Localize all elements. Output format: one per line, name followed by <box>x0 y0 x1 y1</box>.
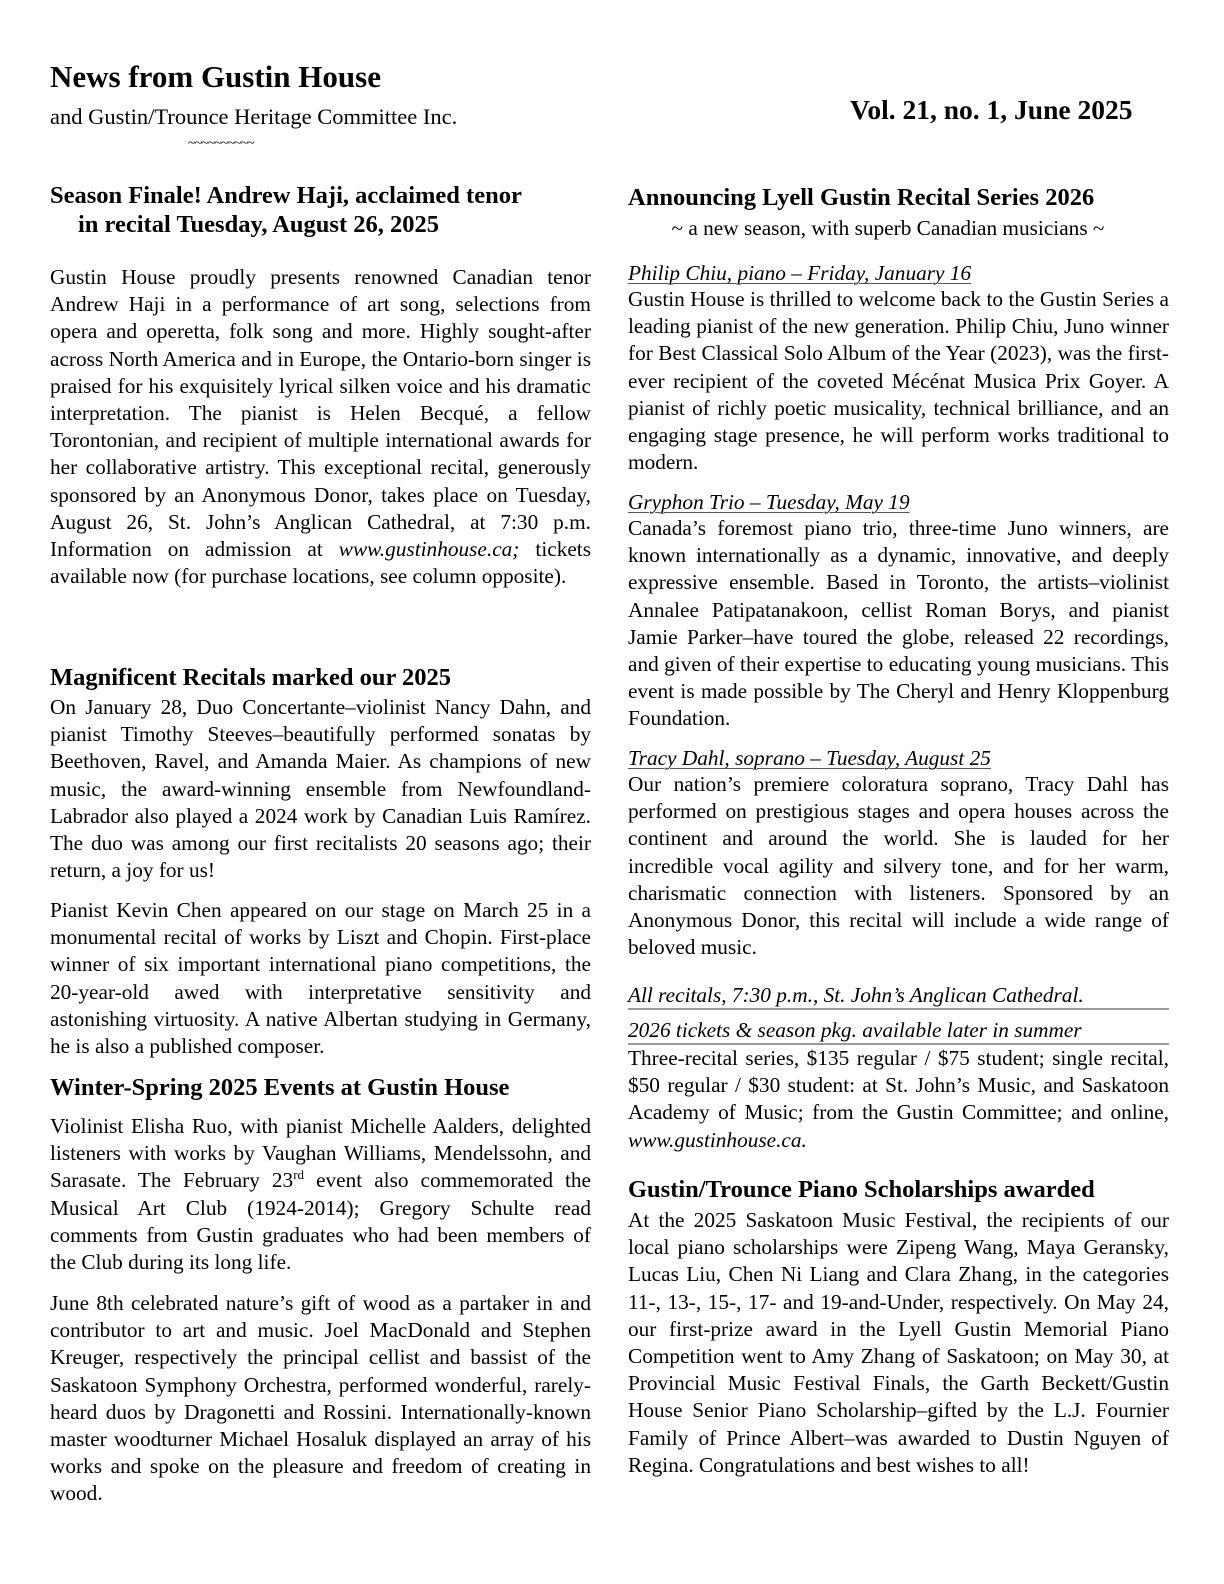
scholarships-heading: Gustin/Trounce Piano Scholarships awarded <box>628 1176 1095 1203</box>
event-title: Gryphon Trio – Tuesday, May 19 <box>628 490 910 514</box>
event-title: Philip Chiu, piano – Friday, January 16 <box>628 261 972 285</box>
venue-note <box>628 982 1169 1010</box>
winter-spring-heading: Winter-Spring 2025 Events at Gustin House <box>50 1074 510 1101</box>
event-philip-chiu <box>628 260 1169 476</box>
heading-line: in recital Tuesday, August 26, 2025 <box>78 210 440 238</box>
ordinal-suffix: rd <box>293 1167 305 1183</box>
kevin-chen-paragraph: Pianist Kevin Chen appeared on our stage on March 25 in a monumental recital of works by Liszt and Chopin. First-place winner of six important international piano competitions, the 20-year-old awed with interpretative sensitivity and astonishing virtuosity. A native Albertan studying in Germany, he is also a published composer. <box>50 898 591 1059</box>
magnificent-recitals-paragraph: On January 28, Duo Concertante–violinist Nancy Dahn, and pianist Timothy Steeves–beautifully performed sonatas by Beethoven, Ravel, and Amanda Maier. As champions of new music, the award-winning ensemble from Newfoundland-Labrador also played a 2024 work by Canadian Luis Ramírez. The duo was among our first recitalists 20 seasons ago; their return, a joy for us! <box>50 695 591 883</box>
event-description: Gustin House is thrilled to welcome back to the Gustin Series a leading pianist of the new generation. Philip Chiu, Juno winner for Best Classical Solo Album of the Year (2023), was the first-ever recipient of the coveted Mécénat Musica Prix Goyer. A pianist of richly poetic musicality, technical brilliance, and an engaging stage presence, he will perform works traditional to modern. <box>628 287 1169 475</box>
winter-spring-paragraph <box>50 1113 591 1276</box>
body-text: Three-recital series, $135 regular / $75 student; single recital, $50 regular / $30 student: at St. John’s Music, and Saskatoon Academy of Music; from the Gustin Committee; and online, <box>628 1046 1169 1125</box>
event-description: Our nation’s premiere coloratura soprano, Tracy Dahl has performed on prestigious stages and opera houses across the continent and around the world. She is lauded for her incredible vocal agility and silvery tone, and for her warm, charismatic connection with listeners. Sponsored by an Anonymous Donor, this recital will include a wide range of beloved music. <box>628 772 1169 960</box>
wood-event-paragraph: June 8th celebrated nature’s gift of wood as a partaker in and contributor to art and music. Joel MacDonald and Stephen Kreuger, respectively the principal cellist and bassist of the Saskatoon Symphony Orchestra, performed wonderful, rarely-heard duos by Dragonetti and Rossini. Internationally-known master woodturner Michael Hosaluk displayed an array of his works and spoke on the pleasure and freedom of creating in wood. <box>50 1291 591 1506</box>
heading-line: Season Finale! Andrew Haji, acclaimed tenor <box>50 182 522 209</box>
body-text: Violinist Elisha Ruo, with pianist Michelle Aalders, delighted listeners with works by Vaughan Williams, Mendelssohn, and Sarasate. The February 23 <box>50 1114 591 1193</box>
website-link[interactable]: www.gustinhouse.ca. <box>628 1127 807 1152</box>
season-finale-body <box>50 264 591 590</box>
tilde-ornament-divider: ~~~~~~~~~~ <box>188 136 254 151</box>
event-title: Tracy Dahl, soprano – Tuesday, August 25 <box>628 746 991 770</box>
venue-note-text: All recitals, 7:30 p.m., St. John’s Anglican Cathedral. <box>628 982 1169 1010</box>
volume-issue-date: Vol. 21, no. 1, June 2025 <box>850 94 1133 125</box>
magnificent-recitals-heading: Magnificent Recitals marked our 2025 <box>50 664 452 691</box>
event-tracy-dahl <box>628 745 1169 961</box>
tickets-section <box>628 1017 1169 1154</box>
body-text: Gustin House proudly presents renowned Canadian tenor Andrew Haji in a performance of art song, selections from opera and operetta, folk song and more. Highly sought-after across North America and in Europe, the Ontario-born singer is praised for his exquisitely lyrical silken voice and his dramatic interpretation. The pianist is Helen Becqué, a fellow Torontonian, and recipient of multiple international awards for her collaborative artistry. This exceptional recital, generously sponsored by an Anonymous Donor, takes place on Tuesday, August 26, St. John’s Anglican Cathedral, at 7:30 p.m. Information on admission at <box>50 265 591 562</box>
newsletter-title: News from Gustin House <box>50 59 381 94</box>
season-finale-heading <box>50 182 591 239</box>
recital-series-subtitle: ~ a new season, with superb Canadian musicians ~ <box>671 216 1105 240</box>
scholarships-body: At the 2025 Saskatoon Music Festival, the recipients of our local piano scholarships were Zipeng Wang, Maya Geransky, Lucas Liu, Chen Ni Liang and Clara Zhang, in the categories 11-, 13-, 15-, 17- and 19-and-Under, respectively. On May 24, our first-prize award in the Lyell Gustin Memorial Piano Competition went to Amy Zhang of Saskatoon; on May 30, at Provincial Music Festival Finals, the Garth Beckett/Gustin House Senior Piano Scholarship–gifted by the L.J. Fournier Family of Prince Albert–was awarded to Dustin Nguyen of Regina. Congratulations and best wishes to all! <box>628 1208 1169 1477</box>
tickets-heading: 2026 tickets & season pkg. available later in summer <box>628 1017 1169 1045</box>
body-text: event also commemorated the Musical Art Club (1924-2014); Gregory Schulte read comments from Gustin graduates who had been members of the Club during its long life. <box>50 1168 592 1275</box>
newsletter-subtitle: and Gustin/Trounce Heritage Committee Inc. <box>50 104 458 129</box>
event-gryphon-trio <box>628 489 1169 733</box>
recital-series-heading: Announcing Lyell Gustin Recital Series 2026 <box>628 184 1095 211</box>
body-text: tickets available now (for purchase locations, see column opposite). <box>50 537 591 589</box>
event-description: Canada’s foremost piano trio, three-time Juno winners, are known internationally as a dynamic, innovative, and deeply expressive ensemble. Based in Toronto, the artists–violinist Annalee Patipatanakoon, cellist Roman Borys, and pianist Jamie Parker–have toured the globe, released 22 recordings, and given of their expertise to educating young musicians. This event is made possible by The Cheryl and Henry Kloppenburg Foundation. <box>628 516 1169 731</box>
website-link[interactable]: www.gustinhouse.ca; <box>338 537 520 562</box>
tickets-body <box>628 1045 1169 1154</box>
